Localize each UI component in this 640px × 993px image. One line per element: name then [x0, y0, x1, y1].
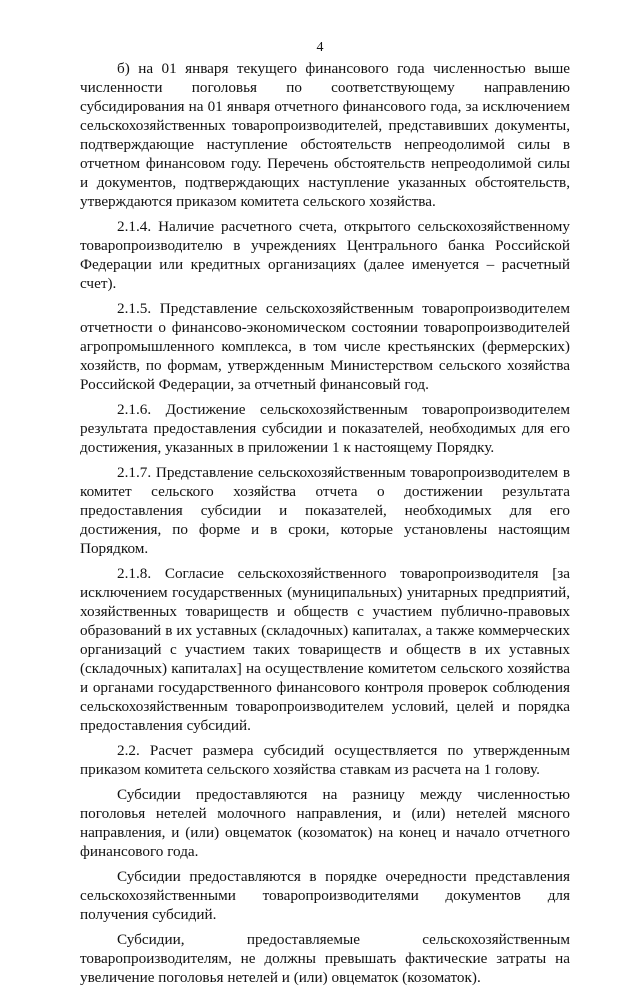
paragraph-2-1-5: 2.1.5. Представление сельскохозяйственным товаропроизводителем отчетности о финансово-экономическом состоянии товаропроизводителей агропромышленного комплекса, в том числе крестьянских (фермерских) хозяйств, по формам, утвержденным Министерством сельского хозяйства Российской Федерации, за отчетный финансовый год.: [80, 300, 570, 393]
paragraph-2-2: 2.2. Расчет размера субсидий осуществляется по утвержденным приказом комитета сельского хозяйства ставкам из расчета на 1 голову.: [80, 742, 570, 778]
paragraph-2-1-6: 2.1.6. Достижение сельскохозяйственным товаропроизводителем результата предоставления субсидии и показателей, необходимых для его достижения, указанных в приложении 1 к настоящему Порядку.: [80, 401, 570, 456]
paragraph-2-1-7: 2.1.7. Представление сельскохозяйственным товаропроизводителем в комитет сельского хозяйства отчета о достижении результата предоставления субсидии и показателей, необходимых для его достижения, по форме и в сроки, которые установлены настоящим Порядком.: [80, 464, 570, 557]
paragraph-2-1-8: 2.1.8. Согласие сельскохозяйственного товаропроизводителя [за исключением государственных (муниципальных) унитарных предприятий, хозяйственных товариществ и обществ с участием публично-правовых образований в их уставных (складочных) капиталах, а также коммерческих организаций с участием таких товариществ и обществ в их уставных (складочных) капиталах] на осуществление комитетом сельского хозяйства и органами государственного финансового контроля проверок соблюдения сельскохозяйственным товаропроизводителем условий, целей и порядка предоставления субсидий.: [80, 565, 570, 734]
paragraph-subpoint-b: б) на 01 января текущего финансового года численностью выше численности поголовья по соответствующему направлению субсидирования на 01 января отчетного финансового года, за исключением сельскохозяйственных товаропроизводителей, представивших документы, подтверждающие наступление обстоятельств непреодолимой силы в отчетном финансовом году. Перечень обстоятельств непреодолимой силы и документов, подтверждающих наступление указанных обстоятельств, утверждаются приказом комитета сельского хозяйства.: [80, 60, 570, 210]
document-body: [80, 59, 570, 993]
paragraph-subsidy-limit: Субсидии, предоставляемые сельскохозяйственным товаропроизводителям, не должны превышать фактические затраты на увеличение поголовья нетелей и (или) овцематок (козоматок).: [80, 931, 570, 986]
page-number: 4: [316, 40, 324, 55]
paragraph-subsidy-difference: Субсидии предоставляются на разницу между численностью поголовья нетелей молочного направления, и (или) нетелей мясного направления, и (или) овцематок (козоматок) на конец и начало отчетного финансового года.: [80, 786, 570, 860]
paragraph-2-1-4: 2.1.4. Наличие расчетного счета, открытого сельскохозяйственному товаропроизводителю в учреждениях Центрального банка Российской Федерации или кредитных организациях (далее именуется – расчетный счет).: [80, 218, 570, 292]
paragraph-subsidy-order: Субсидии предоставляются в порядке очередности представления сельскохозяйственными товаропроизводителями документов для получения субсидий.: [80, 868, 570, 923]
